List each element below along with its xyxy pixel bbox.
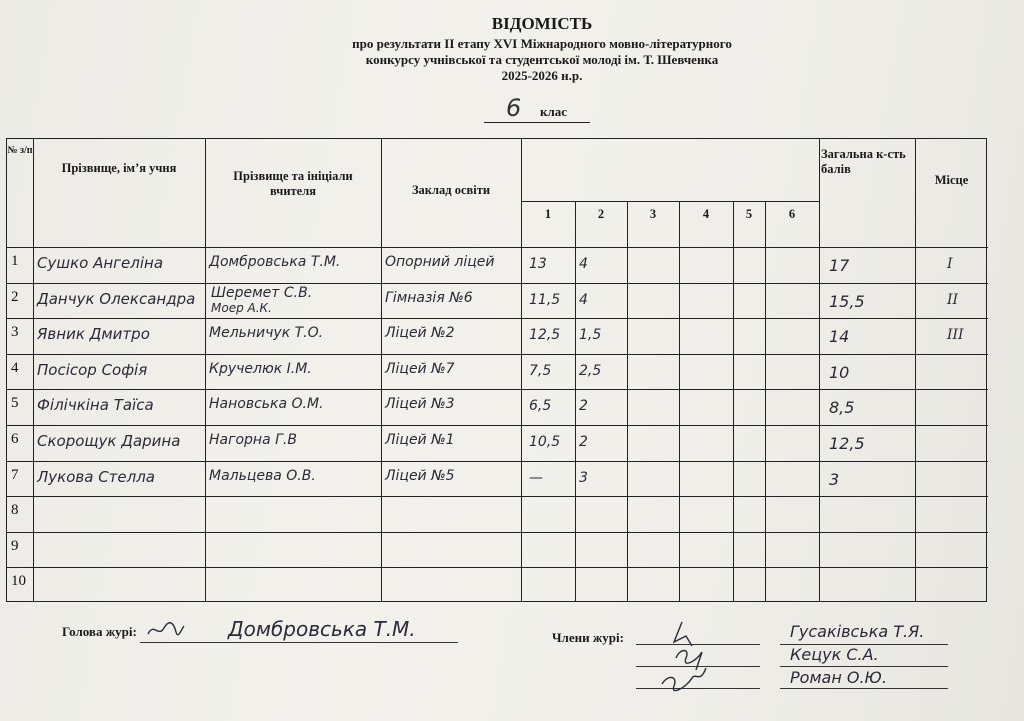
task-number: 1: [544, 207, 552, 221]
class-field: [484, 94, 590, 123]
task-number: 2: [597, 207, 605, 221]
student-name: Сушко Ангеліна: [37, 254, 164, 272]
school-name: Гімназія №6: [385, 289, 473, 306]
subtitle-line-2: конкурсу учнівської та студентської молоді ім. Т. Шевченка: [365, 52, 719, 67]
task-header-divider: [521, 201, 819, 202]
member-1-name: Гусаківська Т.Я.: [790, 622, 925, 641]
row-number: 7: [11, 466, 19, 483]
task-number: 3: [649, 207, 657, 221]
member-3-name-line: [780, 688, 948, 689]
member-2-name-line: [780, 666, 948, 667]
score-task-2: 1,5: [579, 327, 602, 344]
score-task-1: 12,5: [529, 327, 561, 344]
row-number: 8: [11, 502, 19, 519]
academic-year: 2025-2026 н.р.: [501, 68, 583, 83]
score-task-1: 10,5: [529, 434, 561, 450]
jury-members-label: Члени журі:: [552, 630, 624, 645]
header-teacher: Прізвище та ініціали вчителя: [233, 169, 353, 198]
row-divider: [7, 461, 988, 462]
total-score: 15,5: [829, 291, 865, 311]
score-task-1: 13: [529, 256, 547, 272]
row-number: 4: [11, 359, 19, 376]
total-score: 12,5: [829, 434, 865, 453]
score-task-2: 4: [579, 291, 588, 308]
row-number: 5: [11, 395, 19, 412]
header-num: № з/п: [7, 145, 33, 156]
school-name: Ліцей №3: [385, 396, 455, 413]
total-score: 10: [829, 362, 850, 382]
place-value: ІІ: [947, 291, 959, 308]
teacher-name: Нановська О.М.: [209, 396, 324, 413]
score-task-1: —: [529, 469, 543, 486]
row-divider: [7, 283, 988, 284]
student-name: Лукова Стелла: [37, 467, 156, 486]
task-number: 4: [702, 207, 710, 221]
score-task-1: 7,5: [529, 362, 552, 379]
row-number: 2: [11, 288, 19, 305]
row-divider: [7, 389, 988, 390]
total-score: 17: [829, 256, 850, 275]
row-divider: [7, 532, 988, 533]
header-total: Загальна к-сть балів: [821, 147, 906, 176]
row-divider: [7, 318, 988, 319]
school-name: Ліцей №5: [385, 467, 455, 484]
row-divider: [7, 425, 988, 426]
score-task-2: 2,5: [579, 362, 602, 379]
teacher-name: Мельничук Т.О.: [209, 325, 324, 342]
row-divider: [7, 496, 988, 497]
column-divider: [733, 201, 734, 601]
jury-head-name: Домбровська Т.М.: [228, 617, 416, 641]
student-name: Скорощук Дарина: [37, 432, 181, 450]
row-number: 1: [11, 253, 19, 269]
member-signatures: [656, 618, 736, 701]
total-score: 8,5: [829, 398, 855, 418]
school-name: Ліцей №1: [385, 432, 455, 448]
row-divider: [7, 567, 988, 568]
teacher-name: Домбровська Т.М.: [209, 254, 341, 270]
jury-head-signature: [146, 618, 186, 644]
score-task-2: 2: [579, 398, 588, 415]
score-task-2: 2: [579, 434, 588, 450]
column-divider: [575, 201, 576, 601]
school-name: Ліцей №7: [385, 360, 455, 377]
row-number: 3: [11, 324, 19, 341]
school-name: Опорний ліцей: [385, 254, 495, 270]
column-divider: [627, 201, 628, 601]
row-divider: [7, 354, 988, 355]
row-number: 10: [11, 573, 26, 590]
teacher-name: Мальцева О.В.: [209, 467, 316, 484]
row-number: 9: [11, 537, 19, 554]
student-name: Явник Дмитро: [37, 325, 150, 344]
jury-head-line: [140, 642, 458, 643]
total-score: 3: [829, 469, 840, 489]
row-divider: [7, 247, 988, 248]
row-number: 6: [11, 431, 19, 447]
class-number: 6: [506, 94, 522, 122]
document-title: ВІДОМІСТЬ: [491, 14, 593, 33]
school-name: Ліцей №2: [385, 325, 455, 342]
student-name: Посісор Софія: [37, 360, 148, 379]
subtitle-line-1: про результати ІІ етапу XVІ Міжнародного мовно-літературного: [352, 36, 732, 51]
header-school: Заклад освіти: [411, 183, 491, 197]
total-score: 14: [829, 327, 850, 347]
jury-head-label: Голова журі:: [62, 624, 137, 639]
task-number: 6: [788, 207, 796, 221]
place-value: ІІІ: [947, 327, 964, 344]
member-3-name: Роман О.Ю.: [790, 668, 887, 687]
score-task-1: 11,5: [529, 291, 561, 308]
student-name: Данчук Олександра: [37, 289, 196, 308]
teacher-name: Кручелюк І.М.: [209, 360, 312, 377]
teacher-name-2: Моер А.К.: [211, 300, 272, 315]
member-2-name: Кецук С.А.: [790, 645, 879, 664]
header-student: Прізвище, ім’я учня: [61, 161, 177, 175]
student-name: Філічкіна Таїса: [37, 396, 154, 415]
results-table: [6, 138, 987, 602]
score-task-1: 6,5: [529, 398, 552, 415]
header-place: Місце: [934, 173, 969, 187]
task-number: 5: [745, 207, 753, 221]
column-divider: [679, 201, 680, 601]
score-task-2: 4: [579, 256, 588, 272]
column-divider: [765, 201, 766, 601]
teacher-name: Нагорна Г.В: [209, 432, 297, 448]
teacher-name: Шеремет С.В.: [211, 284, 313, 301]
score-task-2: 3: [579, 469, 588, 486]
class-label: клас: [540, 104, 568, 119]
place-value: І: [947, 256, 953, 272]
